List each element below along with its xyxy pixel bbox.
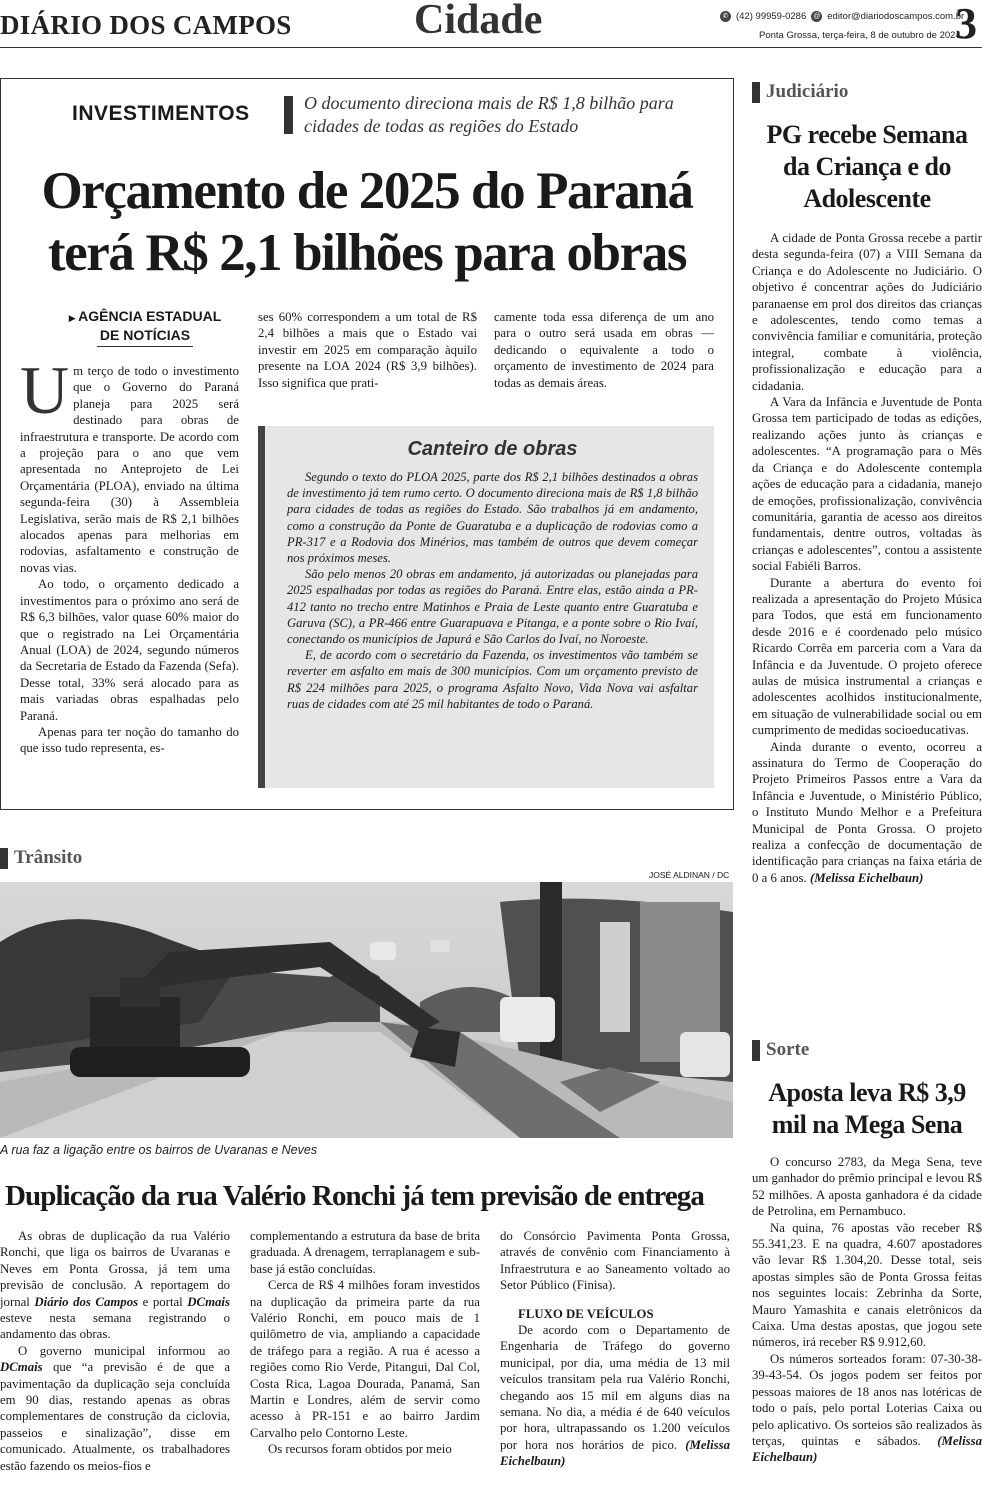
transito-col-2 xyxy=(250,1228,480,1458)
judiciario-label: Judiciário xyxy=(752,81,848,103)
masthead xyxy=(0,0,982,48)
main-para-4: ses 60% correspondem a um total de R$ 2,4 bilhões a mais que o Estado vai investir em 2025 em comparação àquilo presente na LOA 2024 (R$ 3,9 bilhões). Isso significa que prati- xyxy=(258,310,477,390)
road-photo xyxy=(0,882,733,1138)
photo-credit: JOSÉ ALDINAN / DC xyxy=(649,870,730,880)
judiciario-headline: PG recebe Semana da Criança e do Adolescente xyxy=(766,120,968,213)
page-number: 3 xyxy=(955,0,977,48)
byline-underline xyxy=(97,346,193,347)
sidebar-para-1: Segundo o texto do PLOA 2025, parte dos R$ 2,1 bilhões destinados a obras de investimento já tem rumo certo. O documento direciona mais de R$ 1,8 bilhão para cidades de todas as regiões do Estado. São trabalhos já em andamento, como a construção da Ponte de Guaratuba e a duplicação de rodovias como a PR-317 e a Rodovia dos Minérios, mas também de outros que devem começar nos próximos meses. xyxy=(287,470,698,566)
byline-line1: ▶ AGÊNCIA ESTADUAL xyxy=(68,308,222,324)
main-para-3: Apenas para ter noção do tamanho do que isso tudo representa, es- xyxy=(20,724,239,756)
phone-icon: ✆ xyxy=(720,11,731,22)
transito-para-4: Cerca de R$ 4 milhões foram investidos na duplicação da primeira parte da rua Valério Ronchi, em pouco mais de 1 quilômetro de via, ampliando a capacidade de tráfego para a região. A rua é acesso a regiões como Rio Verde, Pitangui, Dal Col, Costa Rica, Lagoa Dourada, Panamá, San Martin e Londres, além de servir como acesso à PR-151 e ao bairro Jardim Carvalho pelo Contorno Leste. xyxy=(250,1278,480,1440)
section-title: Cidade xyxy=(414,0,543,43)
sidebar-box xyxy=(258,426,714,788)
email-address: editor@diariodoscampos.com.br xyxy=(827,11,965,22)
kicker: INVESTIMENTOS xyxy=(72,102,250,125)
transito-para-2: O governo municipal informou ao DCmais que “a previsão é de que a pavimentação da duplicação seja concluída em 90 dias, restando apenas as obras complementares de construção da ciclovia, passeios e sinalização”, disse em comunicado. Atualmente, os trabalhadores estão fazendo os meios-fios e xyxy=(0,1343,230,1473)
paper-name: DIÁRIO DOS CAMPOS xyxy=(0,10,292,40)
judiciario-para-1: A cidade de Ponta Grossa recebe a partir desta segunda-feira (07) a VIII Semana da Criança e do Adolescente no Judiciário. O objetivo é concentrar ações do Judiciário paranaense em prol dos direitos das crianças e adolescentes, tendo como temas a convivência familiar e comunitária, proteção integral, combate à violência, profissionalização e educação para a cidadania. xyxy=(752,231,982,393)
main-para-1: Um terço de todo o investimento que o Governo do Paraná planeja para 2025 será destinado para obras de infraestrutura e transporte. De acordo com a projeção para o ano que vem apresentada no Anteprojeto de Lei Orçamentária (PLOA), enviado na última segunda-feira (30) à Assembleia Legislativa, serão mais de R$ 2,1 bilhões alocados apenas para melhorias em rodovias, asfaltamento e construção de novas vias. xyxy=(20,352,239,575)
deck: O documento direciona mais de R$ 1,8 bilhão para cidades de todas as regiões do Estado xyxy=(304,93,674,136)
road-photo-illustration xyxy=(0,882,733,1138)
sorte-label: Sorte xyxy=(752,1039,809,1061)
judiciario-body xyxy=(752,230,982,886)
main-headline-line1: Orçamento de 2025 do Paraná xyxy=(41,162,693,220)
sorte-para-3: Os números sorteados foram: 07-30-38-39-43-54. Os jogos podem ser feitos por pessoas maiores de 18 anos nas lotéricas de todo o país, pelo portal Loterias Caixa ou pelo aplicativo. Os sorteios são realizados às terças, quintas e sábados. (Melissa Eichelbaun) xyxy=(752,1351,982,1465)
transito-subhead: FLUXO DE VEÍCULOS xyxy=(518,1306,654,1321)
main-col-3 xyxy=(494,309,714,391)
transito-headline: Duplicação da rua Valério Ronchi já tem previsão de entrega xyxy=(5,1180,704,1212)
judiciario-para-4: Ainda durante o evento, ocorreu a assinatura do Termo de Cooperação do Projeto Primeiros Passos entre a Vara da Infância e Juventude, o Ministério Público, o Instituto Mundo Melhor e a Prefeitura Municipal de Ponta Grossa. O projeto realiza a confecção de documentação de identificação para crianças na faixa etária de 0 a 6 anos. (Melissa Eichelbaun) xyxy=(752,739,982,885)
transito-para-5: Os recursos foram obtidos por meio xyxy=(268,1442,452,1457)
main-para-2: Ao todo, o orçamento dedicado a investimentos para o próximo ano será de R$ 6,3 bilhões, valor quase 60% maior do que o registrado na Lei Orçamentária Anual (LOA) de 2024, segundo números da Secretaria de Estado da Fazenda (Sefa). Desse total, 33% será alocado para as mais variadas obras espalhadas pelo Paraná. xyxy=(20,577,239,723)
byline xyxy=(50,308,240,347)
judiciario-para-2: A Vara da Infância e Juventude de Ponta Grossa tem participado de todas as edições, realizando ações junto às crianças e adolescentes. “A programação para o Mês da Criança e do Adolescente contempla ações de educação para a cidadania, manejo de emoções, profissionalização, convivência comunitária, garantia de acesso aos direitos fundamentais, dentre outros, voltadas às crianças e adolescentes”, contou a assistente social Fabiéli Barros. xyxy=(752,395,982,574)
email-icon: @ xyxy=(813,13,821,20)
sidebar-para-2: São pelo menos 20 obras em andamento, já autorizadas ou planejadas para 2025 espalhadas por todas as regiões do Paraná. Entre elas, estão ainda a PR-412 tanto no trecho entre Matinhos e Praia de Leste quanto entre Guaratuba e Garuva (SC), a PR-466 entre Guarapuava e Pitanga, e a ponte sobre o Rio Ivaí, conectando os municípios de Japurá e São Carlos do Ivaí, no Noroeste. xyxy=(287,567,698,647)
sorte-body xyxy=(752,1154,982,1466)
transito-para-6: do Consórcio Pavimenta Ponta Grossa, através de convênio com Financiamento à Infraestrutura e ao Saneamento voltado ao Setor Público (Finisa). xyxy=(500,1229,730,1293)
transito-para-3: complementando a estrutura da base de brita graduada. A drenagem, terraplanagem e sub-base já estão concluídas. xyxy=(250,1229,480,1276)
triangle-icon: ▶ xyxy=(68,313,79,323)
sorte-para-1: O concurso 2783, da Mega Sena, teve um ganhador do prêmio principal e levou R$ 52 milhões. A aposta ganhadora é da cidade de Petrolina, em Pernambuco. xyxy=(752,1155,982,1219)
phone-number: (42) 99959-0286 xyxy=(736,11,807,22)
sidebar-para-3: E, de acordo com o secretário da Fazenda, os investimentos vão também se reverter em asfalto em mais de 300 municípios. Com um orçamento previsto de R$ 224 milhões para 2025, o programa Asfalto Novo, Vida Nova vai asfaltar ruas de cidades com até 25 mil habitantes de todo o Paraná. xyxy=(287,648,698,711)
sidebar-title: Canteiro de obras xyxy=(407,438,578,460)
section-bar xyxy=(752,1040,760,1061)
contact-line xyxy=(720,11,964,22)
section-bar xyxy=(0,848,8,869)
main-para-5: camente toda essa diferença de um ano para o outro será usada em obras — dedicando o equivalente a todo o orçamento de investimento de 2024 para todas as demais áreas. xyxy=(494,310,714,390)
sorte-headline: Aposta leva R$ 3,9 mil na Mega Sena xyxy=(768,1078,966,1139)
transito-col-3 xyxy=(500,1228,730,1470)
main-col-2 xyxy=(258,309,477,391)
sorte-para-2: Na quina, 76 apostas vão receber R$ 55.341,23. E na quadra, 4.607 apostadores vão levar R$ 1.304,20. Desse total, seis apostas simples são de Ponta Grossa feitas nos seguintes locais: Zebrinha da Sorte, Mauro Yamashita e canais eletrônicos da Caixa. Uma destas apostas, que jogou sete números, irá receber R$ 9.912,60. xyxy=(752,1220,982,1350)
section-bar xyxy=(752,82,760,103)
kicker-bar xyxy=(284,96,293,134)
main-headline xyxy=(20,160,714,284)
main-headline-line2: terá R$ 2,1 bilhões para obras xyxy=(47,224,687,282)
judiciario-para-3: Durante a abertura do evento foi realizada a apresentação do Projeto Música para Todos, que está em funcionamento desde 2016 e é coordenado pelo músico Ricardo Corrêa em parceria com a Vara da Infância e da Juventude. O projeto oferece aulas de música instrumental a crianças e adolescentes acolhidos institucionalmente, em situação de vulnerabilidade social ou em cumprimento de medidas socioeducativas. xyxy=(752,575,982,738)
dateline: Ponta Grossa, terça-feira, 8 de outubro de 2024 xyxy=(759,30,961,41)
transito-para-7: De acordo com o Departamento de Engenharia de Tráfego do governo municipal, por dia, uma média de 13 mil veículos transitam pela rua Valério Ronchi, chegando aos 15 mil em alguns dias na semana. No dia, a média é de 640 veículos por hora, ultrapassando os 1.200 veículos por hora nos horários de pico. (Melissa Eichelbaun) xyxy=(500,1323,730,1469)
transito-label: Trânsito xyxy=(0,847,82,869)
byline-line2: DE NOTÍCIAS xyxy=(99,327,191,343)
transito-col-1 xyxy=(0,1228,230,1474)
transito-para-1: As obras de duplicação da rua Valério Ronchi, que liga os bairros de Uvaranas e Neves em Ponta Grossa, já tem uma previsão de conclusão. A reportagem do jornal Diário dos Campos e portal DCmais esteve nesta semana registrando o andamento das obras. xyxy=(0,1229,230,1342)
main-col-1 xyxy=(20,352,239,757)
drop-cap: U xyxy=(20,352,70,428)
photo-caption: A rua faz a ligação entre os bairros de Uvaranas e Neves xyxy=(0,1143,318,1157)
